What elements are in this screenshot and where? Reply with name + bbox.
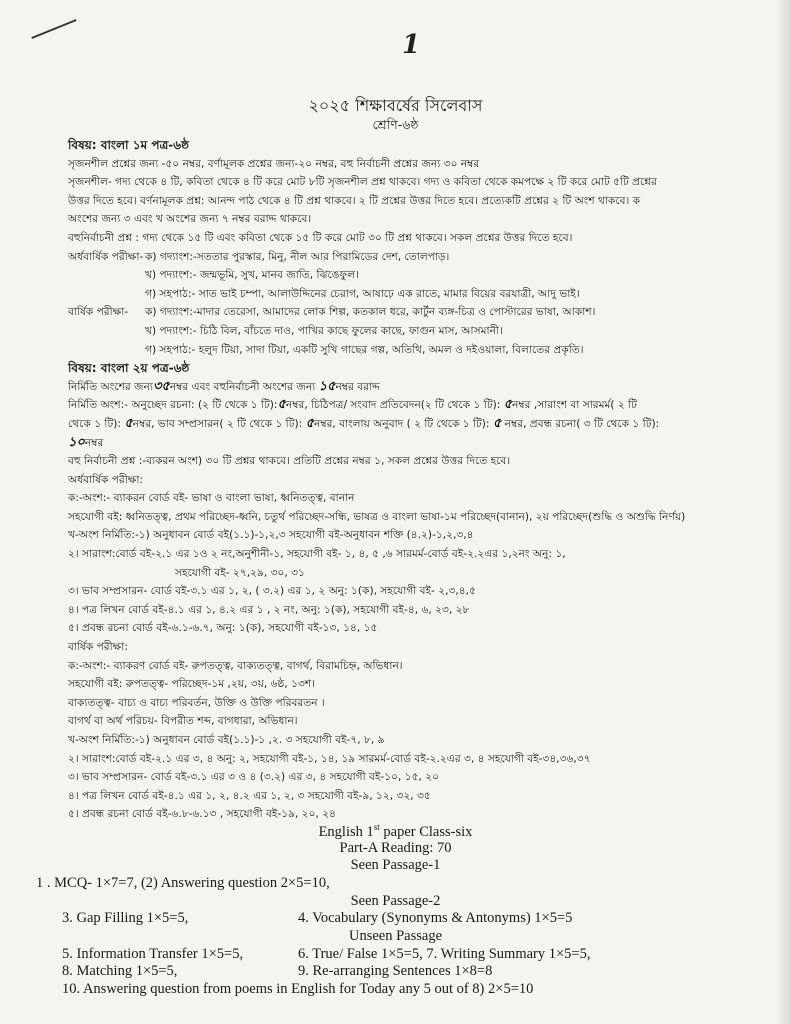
line-content: ৩। ভাব সম্প্রসারন- বোর্ড বই-৩.১ এর ১, ২, ( ৩.২) এর ১, ২ অনু: ১(ক), সহযোগী বই- ২,৩,৪,৫ [68, 585, 476, 598]
bangla-syllabus-body [68, 136, 768, 824]
line-content: ৫। প্রবন্ধ রচনা বোর্ড বই-৬.১-৬.৭, অনু: ১(ক), সহযোগী বই-১৩, ১৪, ১৫ [68, 622, 378, 635]
line-content: ক) গদ্যাংশ:-সততার পুরস্কার, মিনু, নীল আর পিরামিডের দেশ, তোলপাড়। [145, 250, 450, 263]
line-content: গ) সহপাঠ:- সাত ভাই চম্পা, আলাউদ্দিনের চেরাগ, আষাঢ়ে এক রাতে, মামার বিয়ের বরযাত্রী, আদু ভাই। [145, 287, 580, 300]
line-content: সৃজনশীল- গদ্য থেকে ৪ টি, কবিতা থেকে ৪ টি করে মোট ৮টি সৃজনশীল প্রশ্ন থাকবে। গদ্য ও কবিতা থেকে কমপক্ষে ২ টি করে মোট ৫টি প্রশ্নের [68, 176, 657, 189]
syllabus-line [68, 750, 768, 769]
syllabus-line [68, 415, 768, 434]
english-item-5: 5. Information Transfer 1×5=5, [62, 946, 244, 962]
handwritten-marks: ৫ [492, 415, 502, 431]
syllabus-line [68, 545, 768, 564]
syllabus-line [68, 192, 768, 211]
handwritten-marks: ১০ [68, 434, 85, 450]
line-content: অর্ধবার্ষিক পরীক্ষা: [68, 473, 144, 486]
english-item-6-7: 6. True/ False 1×5=5, 7. Writing Summary 1×5=5, [298, 946, 591, 962]
line-content: সহযোগী বই- ২৭,২৯, ৩০, ৩১ [175, 566, 305, 579]
syllabus-line [68, 787, 768, 806]
syllabus-line [68, 248, 768, 267]
syllabus-line [68, 285, 768, 304]
unseen-passage-heading: Unseen Passage [348, 928, 443, 944]
line-content: ৪। পত্র লিখন বোর্ড বই-৪.১ এর ১, ৪.২ এর ১ , ২ নং, অনু: ১(ক), সহযোগী বই-৪, ৬, ২৩, ২৮ [68, 603, 470, 616]
syllabus-line [68, 768, 768, 787]
line-content: সহযোগী বই: ধ্বনিতত্ত্ব, প্রথম পরিচ্ছেদ-ধ্বনি, চতুর্থ পরিচ্ছেদ-সন্ধি, ভাষত্র ও বাংলা ভাষা-১ম পরিচ্ছেদ(বানান), ২য় পরিচ্ছেদ(শুদ্ধি ও অশুদ্ধি নির্ণয়) [68, 510, 686, 523]
line-content: বহুনির্বাচনী প্রশ্ন : গদ্য থেকে ১৫ টি এবং কবিতা থেকে ১৫ টি করে মোট ৩০ টি প্রশ্ন থাকবে। সকল প্রশ্নের উত্তর দিতে হবে। [68, 231, 573, 244]
subject-heading [68, 136, 768, 155]
syllabus-line [68, 526, 768, 545]
line-text: নির্মিতি অংশ:- অনুচ্ছেদ রচনা: (২ টি থেকে ১ টি): [68, 399, 278, 412]
syllabus-line [68, 712, 768, 731]
line-content: বহু নির্বাচনী প্রশ্ন :-ব্যকরন অংশ) ৩০ টি প্রশ্নর থাকবে। প্রতিটি প্রশ্নের নম্বর ১, সকল প্রশ্নের উত্তর দিতে হবে। [68, 455, 511, 468]
syllabus-line [68, 489, 768, 508]
line-content: সহযোগী বই: রুপতত্ত্ব- পরিচ্ছেদ-১ম ,২য়, ৩য়, ৬ষ্ঠ, ১৩শ। [68, 678, 315, 691]
handwritten-page-number: 1 [402, 30, 421, 60]
syllabus-line [68, 341, 768, 360]
english-item-1: 1 . MCQ- 1×7=7, (2) Answering question 2×5=10, [36, 875, 330, 891]
line-content: সৃজনশীল প্রশ্নের জন্য -৫০ নম্বর, বর্ণামূলক প্রশ্নের জন্য-২০ নম্বর, বহু নির্বাচনী প্রশ্নের জন্য ৩০ নম্বর [68, 157, 480, 170]
syllabus-line [68, 694, 768, 713]
line-text: নম্বর [84, 436, 104, 449]
line-content: উত্তর দিতে হবে। বর্ণনামূলক প্রশ্ন: আনন্দ পাঠ থেকে ৪ টি প্রশ্ন থাকবে। ২ টি প্রশ্নের উত্তর দিতে হবে। প্রত্যেকটি প্রশ্নের ২ টি অংশ থাকবে। ক [68, 194, 641, 207]
syllabus-line [68, 619, 768, 638]
line-text: থেকে ১ টি): [68, 417, 125, 430]
line-text: নম্বর, ভাব সম্প্রসারন( ২ টি থেকে ১ টি): [132, 417, 306, 430]
line-content: বার্ষিক পরীক্ষা: [68, 641, 128, 654]
syllabus-line [68, 303, 768, 322]
line-content: ক:-অংশ:- ব্যাকরণ বোর্ড বই- রুপতত্ত্ব, বাক্যতত্ত্ব, বাগর্থ, বিরামচিহ্ন, অভিধান। [68, 659, 403, 672]
line-text: নম্বর ,সারাংশ বা সারমর্ম( ২ টি [512, 399, 637, 412]
line-content [68, 378, 380, 394]
handwritten-marks: ১৫ [318, 378, 336, 394]
line-content: ক) গদ্যাংশ:-মাদার তেরেসা, আমাদের লোক শিল্প, কতকাল ধরে, কার্টুন ব্যঙ্গ-চিত্র ও পোস্টারের ভাষা, আকাশ। [145, 306, 596, 319]
line-content [68, 415, 660, 431]
syllabus-line [68, 155, 768, 174]
line-content: ৪। পত্র লিখন বোর্ড বই-৪.১ এর ১, ২, ৪.২ এর ১, ২, ৩ সহযোগী বই-৯, ১২, ৩২, ৩৫ [68, 789, 431, 802]
line-content: খ) পদ্যাংশ:- চিঠি বিল, বাঁচতে দাও, পাখির কাছে ফুলের কাছে, ফাগুন মাস, আসমানী। [145, 324, 503, 337]
line-text: নম্বর, চিঠিপত্র/ সংবাদ প্রতিবেদন(২ টি থেকে ১ টি): [285, 399, 504, 412]
syllabus-line [68, 471, 768, 490]
syllabus-line [68, 564, 768, 583]
english-item-3: 3. Gap Filling 1×5=5, [62, 910, 189, 926]
handwritten-marks: ৩৫ [152, 378, 170, 394]
pen-stroke-mark [31, 19, 76, 39]
syllabus-line [68, 210, 768, 229]
english-title-sup: st [373, 822, 380, 832]
subject-heading [68, 359, 768, 378]
syllabus-line [68, 434, 768, 453]
line-content: বাগর্থ বা অর্থ পরিচয়- বিপরীত শব্দ, বাগধারা, অভিধান। [68, 715, 298, 728]
handwritten-marks: ৫ [305, 415, 314, 431]
part-a-heading: Part-A Reading: 70 [339, 840, 452, 856]
english-item-9: 9. Re-arranging Sentences 1×8=8 [298, 963, 493, 979]
line-content: খ-অংশ নির্মিতি:-১) অনুধাবন বোর্ড বই(১.১)-১,২,৩ সহযোগী বই-অনুধাবন শক্তি (৪.২)-১,২,৩,৪ [68, 529, 474, 542]
line-content: ৩। ভাব সম্প্রসারন- বোর্ড বই-৩.১ এর ৩ ও ৪ (৩.২) এর ৩, ৪ সহযোগী বই-১০, ১৫, ২০ [68, 771, 439, 784]
syllabus-line [68, 638, 768, 657]
line-content: অংশের জন্য ৩ এবং খ অংশের জন্য ৭ নম্বর বরাদ্দ থাকবে। [68, 213, 312, 226]
english-title-rest: paper Class-six [379, 823, 473, 840]
seen-passage-1-heading: Seen Passage-1 [350, 857, 441, 873]
english-title-text: English 1 [318, 823, 374, 840]
document-title: ২০২৫ শিক্ষাবর্ষের সিলেবাস [308, 96, 483, 115]
syllabus-line [68, 601, 768, 620]
syllabus-line [68, 322, 768, 341]
handwritten-marks: ৫ [277, 397, 286, 413]
handwritten-marks: ৫ [124, 415, 133, 431]
line-text: নম্বর, প্রবন্ধ রচনা( ৩ টি থেকে ১ টি): [501, 417, 660, 430]
english-section-title [0, 822, 791, 841]
english-item-8: 8. Matching 1×5=5, [62, 963, 178, 979]
line-content: খ) পদ্যাংশ:- জন্মভূমি, সুখ, মানব জাতি, ঝিঙেফুল। [145, 269, 359, 282]
syllabus-line [68, 508, 768, 527]
exam-label: অর্ধবার্ষিক পরীক্ষা- [68, 250, 144, 263]
line-text: নির্মিতি অংশের জন্য [68, 380, 153, 393]
exam-label: বার্ষিক পরীক্ষা- [68, 306, 129, 319]
line-text: নম্বর বরাদ্দ [335, 380, 380, 393]
syllabus-line [68, 675, 768, 694]
english-item-4: 4. Vocabulary (Synonyms & Antonyms) 1×5=5 [298, 910, 573, 926]
syllabus-line [68, 229, 768, 248]
syllabus-line [68, 657, 768, 676]
line-content: খ-অংশ নির্মিতি:-১) অনুধাবন বোর্ড বই(১.১)-১ ,২. ৩ সহযোগী বই-৭, ৮, ৯ [68, 734, 385, 746]
line-content [68, 434, 104, 450]
syllabus-line [68, 266, 768, 285]
syllabus-line [68, 582, 768, 601]
line-content: ৫। প্রবন্ধ রচনা বোর্ড বই-৬.৮-৬.১৩ , সহযোগী বই-১৯, ২০, ২৪ [68, 808, 336, 821]
syllabus-line [68, 173, 768, 192]
syllabus-line [68, 452, 768, 471]
line-content: ২। সারাংশ:বোর্ড বই-২.১ এর ১ও ২ নং,অনুশীনী-১, সহযোগী বই- ১, ৪, ৫ ,৬ সারমর্ম-বোর্ড বই-২.২এর ১,২নং অনু: ১, [68, 548, 566, 561]
line-text: নম্বর এবং বহুনির্বাচনী অংশের জন্য [169, 380, 319, 393]
line-content: বাক্যতত্ত্ব- বাচ্য ও বাচ্য পরিবর্তন, উক্তি ও উক্তি পরিবরতন । [68, 696, 325, 709]
handwritten-marks: ৫ [503, 397, 513, 413]
syllabus-line [68, 731, 768, 750]
syllabus-line [68, 396, 768, 415]
seen-passage-2-heading: Seen Passage-2 [350, 893, 441, 909]
english-item-10: 10. Answering question from poems in English for Today any 5 out of 8) 2×5=10 [62, 981, 534, 997]
line-content [68, 399, 637, 411]
class-label: শ্রেণি-৬ষ্ঠ [372, 117, 419, 132]
line-text: নম্বর, বাংলায় অনুবাদ ( ২ টি থেকে ১ টি): [314, 417, 493, 430]
line-content: গ) সহপাঠ:- হলুদ টিয়া, সাদা টিয়া, একটি সুখি গাছের গল্প, অতিথি, অমল ও দইওয়ালা, বিলাতের প্রকৃতি। [145, 343, 584, 356]
line-content: বিষয়: বাংলা ১ম পত্র-৬ষ্ঠ [68, 138, 189, 152]
line-content: বিষয়: বাংলা ২য় পত্র-৬ষ্ঠ [68, 361, 190, 376]
syllabus-line [68, 378, 768, 397]
line-content: ক:-অংশ:- ব্যাকরন বোর্ড বই- ভাষা ও বাংলা ভাষা, ধ্বনিতত্ত্ব, বানান [68, 492, 355, 505]
line-content: ২। সারাংশ:বোর্ড বই-২.১ এর ৩, ৪ অনু: ২, সহযোগী বই-১, ১৪, ১৯ সারমর্ম-বোর্ড বই-২.২এর ৩, ৪ সহযোগী বই-৩৪,৩৬,৩৭ [68, 752, 591, 765]
